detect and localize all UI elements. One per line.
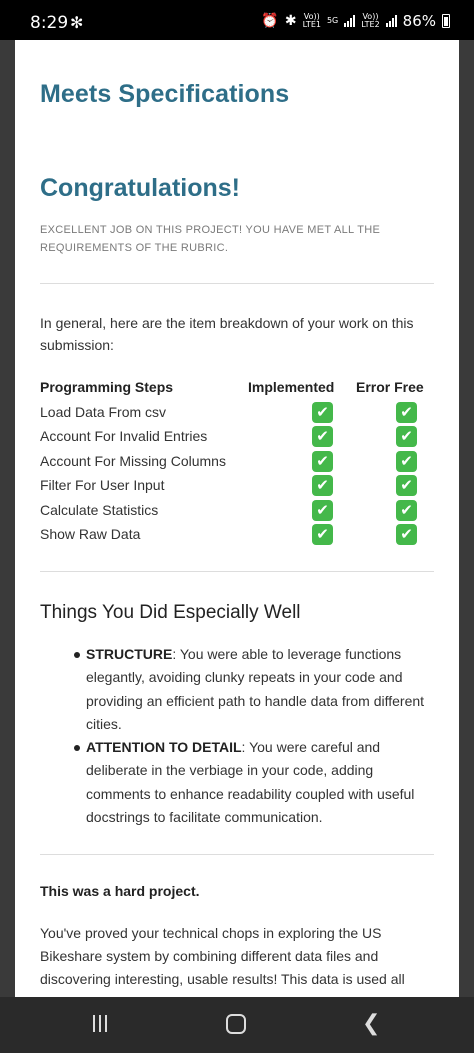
table-row [40, 523, 434, 548]
closing-text: You've proved your technical chops in exploring the US Bikeshare system by combining different data files and discovering interesting, usable results! This data is used all [40, 925, 405, 987]
navigation-bar [0, 997, 474, 1053]
check-icon: ✔ [312, 524, 333, 545]
header-error-free: Error Free [356, 379, 424, 395]
item-text: : You were careful and deliberate in the verbiage in your code, adding comments to enhance readability coupled with useful docstrings to facilitate communication. [86, 739, 415, 826]
check-icon: ✔ [312, 500, 333, 521]
breakdown-table [40, 376, 434, 548]
divider [40, 571, 434, 572]
step-label: Load Data From csv [40, 403, 167, 420]
check-icon: ✔ [312, 426, 333, 447]
check-icon: ✔ [396, 402, 417, 423]
header-implemented: Implemented [248, 379, 335, 395]
item-label: ATTENTION TO DETAIL [86, 739, 242, 756]
volte2-indicator: Vo)) LTE2 [361, 12, 380, 29]
section-heading: Things You Did Especially Well [40, 602, 301, 623]
table-row [40, 474, 434, 499]
page-title: Meets Specifications [40, 80, 290, 108]
check-icon: ✔ [396, 524, 417, 545]
list-item [60, 643, 435, 736]
check-icon: ✔ [396, 500, 417, 521]
bullet-icon [74, 745, 80, 751]
item-text: : You were able to leverage functions elegantly, avoiding clunky repeats in your code and providing an efficient path to handle data from different cities. [86, 646, 425, 732]
table-row [40, 450, 434, 475]
status-bar [0, 0, 474, 40]
check-icon: ✔ [312, 451, 333, 472]
back-icon[interactable]: ❮ [362, 1011, 381, 1036]
check-icon: ✔ [396, 475, 417, 496]
table-row [40, 401, 434, 426]
battery-percent: 86% [402, 12, 436, 30]
check-icon: ✔ [396, 451, 417, 472]
table-header [40, 376, 434, 401]
check-icon: ✔ [312, 402, 333, 423]
network-type: 5G [326, 16, 339, 25]
step-label: Show Raw Data [40, 526, 141, 542]
recent-apps-icon[interactable] [93, 1015, 107, 1032]
divider [40, 854, 434, 855]
battery-icon [442, 14, 450, 28]
check-icon: ✔ [312, 475, 333, 496]
highlights-list [60, 643, 435, 829]
item-label: STRUCTURE [86, 646, 173, 662]
list-item [60, 736, 435, 829]
bullet-icon [74, 652, 80, 658]
hard-project-heading: This was a hard project. [40, 883, 200, 899]
bluetooth-icon: ✱ [284, 13, 297, 29]
step-label: Calculate Statistics [40, 501, 159, 518]
step-label: Filter For User Input [40, 477, 165, 493]
settings-icon: ✻ [70, 15, 84, 32]
review-card [15, 40, 459, 997]
congrats-heading: Congratulations! [40, 174, 240, 202]
step-label: Account For Invalid Entries [40, 428, 208, 444]
clock: 8:29 [30, 13, 69, 33]
volte1-indicator: Vo)) LTE1 [302, 12, 321, 29]
signal1-icon [344, 15, 355, 27]
step-label: Account For Missing Columns [40, 452, 226, 469]
home-icon[interactable] [226, 1014, 246, 1034]
congrats-subtitle: EXCELLENT JOB ON THIS PROJECT! YOU HAVE MET ALL THE REQUIREMENTS OF THE RUBRIC. [40, 224, 381, 254]
signal2-icon [386, 15, 397, 27]
intro-text: In general, here are the item breakdown of your work on this submission: [40, 315, 414, 353]
divider [40, 283, 434, 284]
check-icon: ✔ [396, 426, 417, 447]
alarm-icon: ⏰ [261, 13, 279, 29]
table-row [40, 499, 434, 524]
header-steps: Programming Steps [40, 379, 174, 395]
table-row [40, 425, 434, 450]
